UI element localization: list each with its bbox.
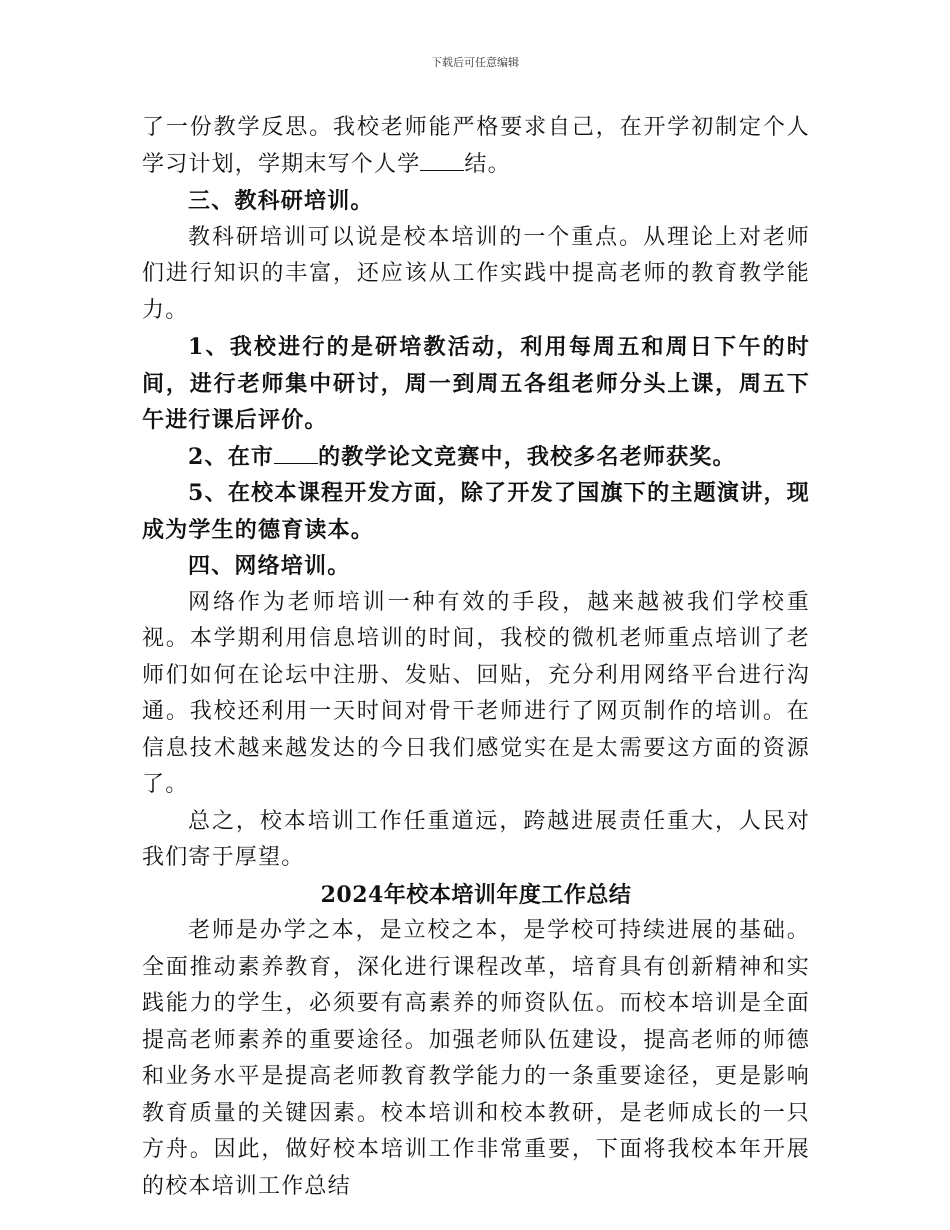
paragraph-research: 教科研培训可以说是校本培训的一个重点。从理论上对老师们进行知识的丰富，还应该从工作实践中提高老师的教育教学能力。: [142, 224, 810, 323]
fill-blank: [274, 445, 318, 464]
fill-blank: [420, 152, 464, 171]
list-item-1: 1、我校进行的是研培教活动，利用每周五和周日下午的时间，进行老师集中研讨，周一到周五各组老师分头上课，周五下午进行课后评价。: [142, 334, 810, 433]
paragraph-reflection-text: 了一份教学反思。我校老师能严格要求自己，在开学初制定个人学习计划，学期末写个人学: [142, 115, 810, 177]
section-heading-research: 三、教科研培训。: [188, 188, 374, 214]
list-item-2-end: 的教学论文竞赛中，我校多名老师获奖。: [318, 443, 736, 470]
list-item-5: 5、在校本课程开发方面，除了开发了国旗下的主题演讲，现成为学生的德育读本。: [142, 480, 810, 543]
paragraph-reflection-end: 结。: [464, 151, 511, 177]
list-item-2-start: 2、在市: [188, 443, 275, 470]
list-item-2: [142, 439, 810, 476]
document-title: 2024年校本培训年度工作总结: [320, 881, 632, 908]
document-body: [142, 110, 810, 1205]
paragraph-conclusion: 总之，校本培训工作任重道远，跨越进展责任重大，人民对我们寄于厚望。: [142, 808, 810, 870]
page-header-note: 下载后可任意编辑: [431, 56, 519, 69]
section-heading-network: 四、网络培训。: [188, 553, 351, 579]
paragraph-intro: 老师是办学之本，是立校之本，是学校可持续进展的基础。全面推动素养教育，深化进行课程改革，培育具有创新精神和实践能力的学生，必须要有高素养的师资队伍。而校本培训是全面提高老师素养的重要途径。加强老师队伍建设，提高老师的师德和业务水平是提高老师教育教学能力的一条重要途径，更是影响教育质量的关键因素。校本培训和校本教研，是老师成长的一只方舟。因此，做好校本培训工作非常重要，下面将我校本年开展的校本培训工作总结: [142, 918, 810, 1199]
paragraph-network: 网络作为老师培训一种有效的手段，越来越被我们学校重视。本学期利用信息培训的时间，我校的微机老师重点培训了老师们如何在论坛中注册、发贴、回贴，充分利用网络平台进行沟通。我校还利用一天时间对骨干老师进行了网页制作的培训。在信息技术越来越发达的今日我们感觉实在是太需要这方面的资源了。: [142, 589, 810, 797]
paragraph-reflection: [142, 110, 810, 183]
